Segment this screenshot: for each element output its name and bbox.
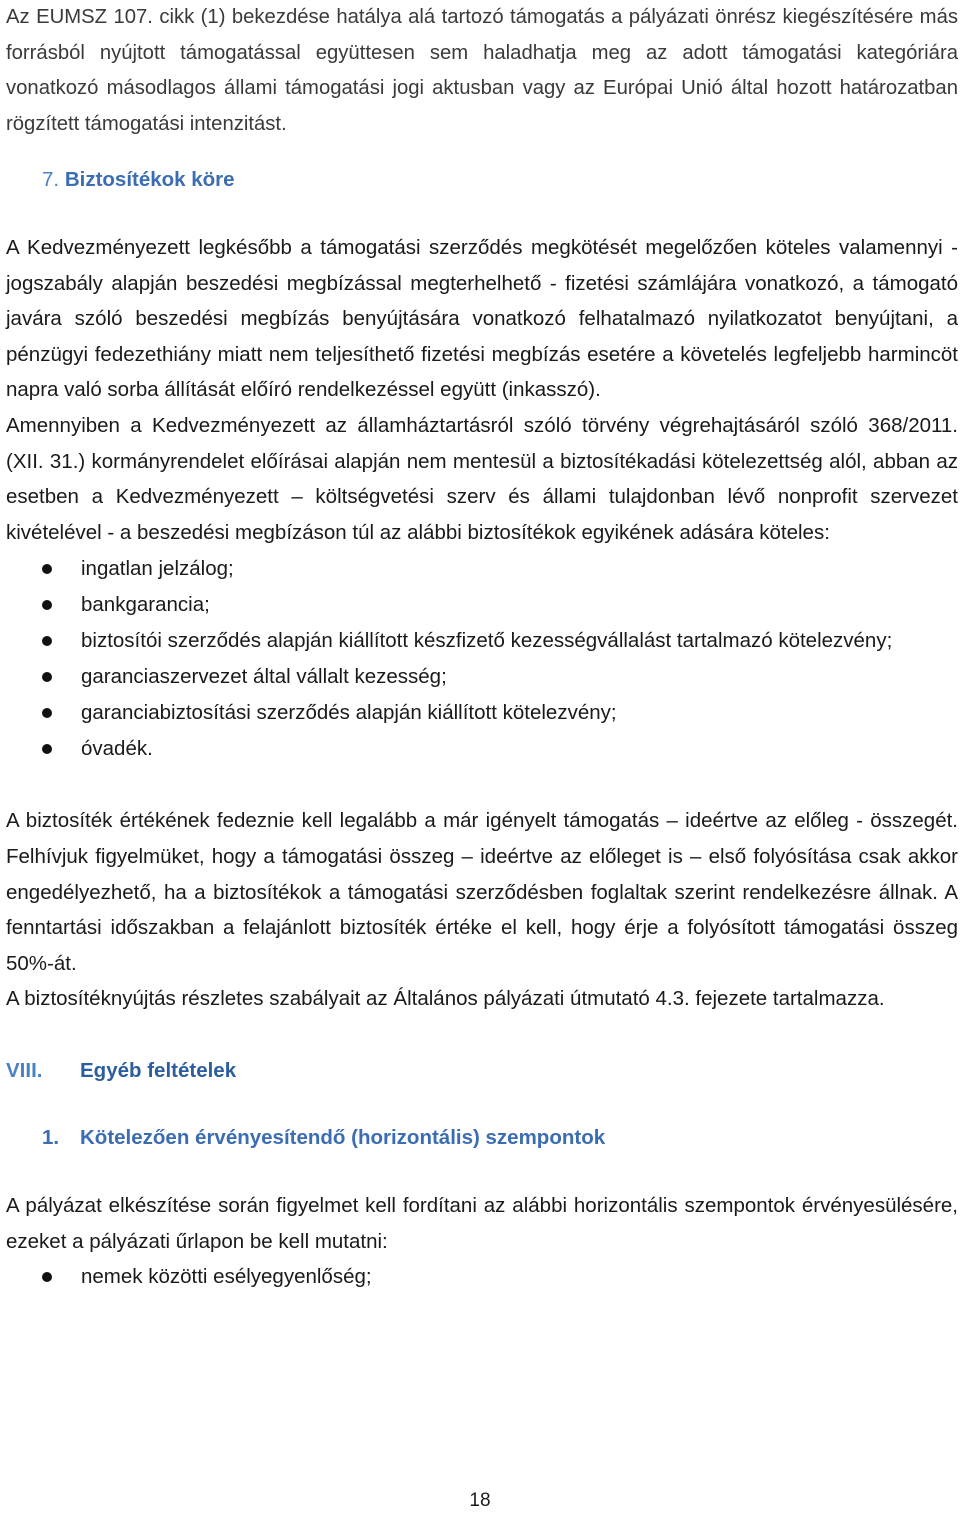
subsection-1-paragraph: A pályázat elkészítése során figyelmet kell fordítani az alábbi horizontális szempontok érvényesülésére, ezeket a pályázati űrlapon be kell mutatni: (6, 1194, 958, 1253)
bullet-icon (42, 744, 52, 754)
list-item: óvadék. (6, 731, 958, 767)
subsection-1-number: 1. (42, 1126, 60, 1150)
section-7-title: Biztosítékok köre (64, 168, 235, 192)
page-number: 18 (469, 1490, 491, 1511)
bullet-icon (42, 708, 52, 718)
section-7-number: 7. (42, 168, 60, 192)
section-7-paragraph-1: A Kedvezményezett legkésőbb a támogatási szerződés megkötését megelőzően köteles valamennyi - jogszabály alapján beszedési megbízással megterhelhető - fizetési számlájára vonatkozó, a támogató javára szóló beszedési megbízás benyújtására vonatkozó felhatalmazó nyilatkozatot benyújtani, a pénzügyi fedezethiány miatt nem teljesíthető fizetési megbízás esetére a követelés legfeljebb harmincöt napra való sorba állítását előíró rendelkezéssel együtt (inkasszó). (6, 235, 958, 402)
bullet-icon (42, 672, 52, 682)
list-item: nemek közötti esélyegyenlőség; (6, 1259, 958, 1295)
subsection-1-title: Kötelezően érvényesítendő (horizontális) szempontok (80, 1126, 606, 1150)
horizontal-criteria-list (6, 1259, 958, 1295)
section-7-paragraph-3: A biztosíték értékének fedeznie kell legalább a már igényelt támogatás – ideértve az előleg - összegét. Felhívjuk figyelmüket, hogy a támogatási összeg – ideértve az előleget is – első folyósítása csak akkor engedélyezhető, ha a biztosítékok a támogatási szerződésben foglaltak szerint rendelkezésre állnak. A fenntartási időszakban a felajánlott biztosíték értéke el kell, hogy érje a folyósított támogatási összeg 50%-át. (6, 809, 958, 975)
intro-paragraph: Az EUMSZ 107. cikk (1) bekezdése hatálya alá tartozó támogatás a pályázati önrész kiegészítésére más forrásból nyújtott támogatással együttesen sem haladhatja meg az adott támogatási kategóriára vonatkozó másodlagos állami támogatási jogi aktusban vagy az Európai Unió által hozott határozatban rögzített támogatási intenzitást. (6, 6, 958, 135)
bullet-icon (42, 636, 52, 646)
list-item: bankgarancia; (6, 587, 958, 623)
bullet-icon (42, 1272, 52, 1282)
list-item: garanciabiztosítási szerződés alapján kiállított kötelezvény; (6, 695, 958, 731)
section-7-heading (6, 162, 958, 198)
list-item: garanciaszervezet által vállalt kezesség; (6, 659, 958, 695)
chapter-8-heading (6, 1053, 958, 1089)
section-7-paragraph-2: Amennyiben a Kedvezményezett az államháztartásról szóló törvény végrehajtásáról szóló 368/2011. (XII. 31.) kormányrendelet előírásai alapján nem mentesül a biztosítékadási kötelezettség alól, abban az esetben a Kedvezményezett – költségvetési szerv és állami tulajdonban lévő nonprofit szervezet kivételével - a beszedési megbízáson túl az alábbi biztosítékok egyikének adására köteles: (6, 413, 958, 544)
subsection-1-heading (6, 1120, 958, 1156)
document-page (6, 0, 958, 1295)
section-7-paragraph-4: A biztosítéknyújtás részletes szabályait az Általános pályázati útmutató 4.3. fejezete tartalmazza. (6, 987, 885, 1011)
list-item: biztosítói szerződés alapján kiállított készfizető kezességvállalást tartalmazó kötelezvény; (6, 623, 958, 659)
chapter-8-title: Egyéb feltételek (80, 1058, 237, 1082)
chapter-8-roman: VIII. (6, 1058, 43, 1082)
bullet-icon (42, 600, 52, 610)
bullet-icon (42, 564, 52, 574)
list-item: ingatlan jelzálog; (6, 551, 958, 587)
guarantee-list (6, 551, 958, 767)
